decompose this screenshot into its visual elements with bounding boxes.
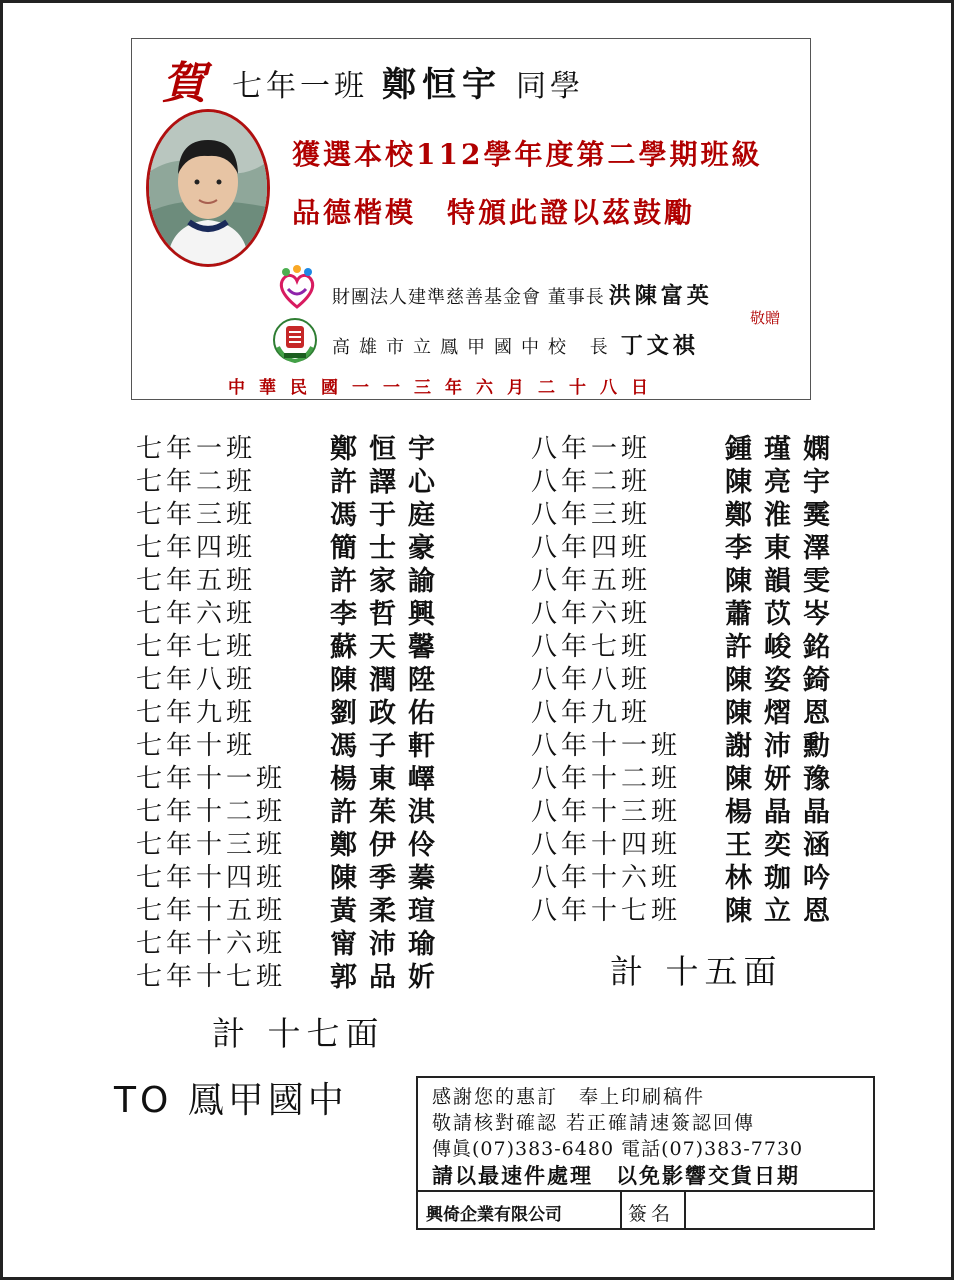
student-name: 陳立恩 [725,896,842,927]
student-name: 許峻銘 [725,632,842,663]
proof-line-1: 感謝您的惠訂 奉上印刷稿件 [432,1086,706,1108]
student-name: 許茱淇 [330,797,447,828]
list-item [136,463,447,496]
list-item [136,430,447,463]
list-item [136,958,447,991]
list-item [531,694,842,727]
grade7-list [136,430,447,991]
class-label: 七年三班 [136,500,257,530]
certificate-student: 鄭恒宇 [382,65,502,105]
student-name: 楊晶晶 [725,797,842,828]
list-item [136,628,447,661]
certificate-line-1: 獲選本校112學年度第二學期班級 [292,138,763,171]
grade8-list [531,430,842,925]
student-name: 馮于庭 [330,500,447,531]
list-item [531,562,842,595]
class-label: 七年十五班 [136,896,287,926]
list-item [531,661,842,694]
list-item [136,529,447,562]
school-principal [332,329,699,360]
class-label: 八年六班 [531,599,652,629]
proof-line-2: 敬請核對確認 若正確請速簽認回傳 [432,1112,756,1134]
class-label: 七年八班 [136,665,257,695]
list-item [136,826,447,859]
student-name: 蕭苡岑 [725,599,842,630]
student-name: 鍾瑾嫻 [725,434,842,465]
certificate-line-2: 品德楷模 特頒此證以茲鼓勵 [292,196,696,229]
list-item [136,727,447,760]
school-logo-icon [272,317,318,363]
class-label: 七年十六班 [136,929,287,959]
class-label: 七年六班 [136,599,257,629]
list-item [136,694,447,727]
congrats-char: 賀 [162,58,206,109]
student-name: 鄭恒宇 [330,434,447,465]
student-name: 謝沛勳 [725,731,842,762]
student-name: 陳亮宇 [725,467,842,498]
certificate-class: 七年一班 [232,69,368,104]
list-item [531,430,842,463]
class-label: 八年八班 [531,665,652,695]
class-label: 八年十二班 [531,764,682,794]
class-label: 八年十七班 [531,896,682,926]
class-label: 七年七班 [136,632,257,662]
class-label: 七年十二班 [136,797,287,827]
class-label: 八年七班 [531,632,652,662]
class-label: 八年九班 [531,698,652,728]
student-photo [146,109,270,267]
certificate-suffix: 同學 [516,69,584,104]
student-name: 馮子軒 [330,731,447,762]
list-item [136,562,447,595]
list-item [531,727,842,760]
student-name: 黃柔瑄 [330,896,447,927]
student-name: 林珈吟 [725,863,842,894]
student-name: 甯沛瑜 [330,929,447,960]
class-label: 七年五班 [136,566,257,596]
recipient: TO 鳳甲國中 [114,1080,348,1121]
class-label: 八年十六班 [531,863,682,893]
foundation-logo-icon [274,265,320,311]
certificate-heading [232,57,584,106]
signature-row [418,1190,873,1230]
student-name: 陳韻雯 [725,566,842,597]
proof-line-3: 傳眞(07)383-6480 電話(07)383-7730 [432,1138,804,1160]
list-item [531,826,842,859]
list-item [136,595,447,628]
class-label: 七年十班 [136,731,257,761]
student-name: 劉政佑 [330,698,447,729]
list-item [136,925,447,958]
list-item [531,595,842,628]
list-item [531,760,842,793]
list-item [136,760,447,793]
student-name: 李哲興 [330,599,447,630]
student-name: 許家諭 [330,566,447,597]
class-label: 八年二班 [531,467,652,497]
list-item [136,496,447,529]
divider [620,1192,622,1230]
student-name: 鄭淮霙 [725,500,842,531]
gift-label: 敬贈 [750,309,781,327]
student-name: 陳姿錡 [725,665,842,696]
grade7-total: 計 十七面 [212,1014,385,1053]
class-label: 八年一班 [531,434,652,464]
list-item [136,661,447,694]
class-label: 八年三班 [531,500,652,530]
signature-label: 簽名 [628,1203,675,1225]
student-name: 王奕涵 [725,830,842,861]
student-name: 簡士豪 [330,533,447,564]
class-label: 七年九班 [136,698,257,728]
list-item [531,793,842,826]
list-item [136,892,447,925]
student-name: 許譯心 [330,467,447,498]
student-name: 蘇天馨 [330,632,447,663]
proof-line-4: 請以最速件處理 以免影響交貨日期 [432,1163,800,1188]
foundation-chair-name: 洪陳富英 [608,283,713,309]
class-label: 七年十七班 [136,962,287,992]
list-item [531,859,842,892]
list-item [136,793,447,826]
certificate-date: 中華民國一一三年六月二十八日 [228,378,662,398]
student-name: 陳季蓁 [330,863,447,894]
list-item [531,628,842,661]
certificate [131,38,811,400]
student-name: 陳潤陞 [330,665,447,696]
class-label: 七年十三班 [136,830,287,860]
divider [684,1192,686,1230]
principal-name: 丁文祺 [620,333,699,359]
class-label: 八年五班 [531,566,652,596]
list-item [531,463,842,496]
list-item [531,496,842,529]
foundation-name: 財團法人建準慈善基金會 董事長 [332,287,605,308]
student-name: 鄭伊伶 [330,830,447,861]
class-label: 七年十四班 [136,863,287,893]
signature-field[interactable] [688,1194,868,1228]
school-name: 高雄市立鳳甲國中校 長 [332,337,617,358]
class-label: 八年四班 [531,533,652,563]
student-name: 陳熠恩 [725,698,842,729]
class-label: 七年四班 [136,533,257,563]
list-item [136,859,447,892]
class-label: 八年十一班 [531,731,682,761]
student-name: 楊東嶧 [330,764,447,795]
student-name: 陳妍豫 [725,764,842,795]
class-label: 七年二班 [136,467,257,497]
list-item [531,892,842,925]
class-label: 八年十四班 [531,830,682,860]
grade8-total: 計 十五面 [610,952,783,991]
company-name: 興倚企業有限公司 [426,1205,562,1225]
student-name: 李東澤 [725,533,842,564]
list-item [531,529,842,562]
class-label: 八年十三班 [531,797,682,827]
proof-box [416,1076,875,1230]
student-name: 郭品妡 [330,962,447,993]
class-label: 七年十一班 [136,764,287,794]
class-label: 七年一班 [136,434,257,464]
foundation-chair [332,279,713,310]
